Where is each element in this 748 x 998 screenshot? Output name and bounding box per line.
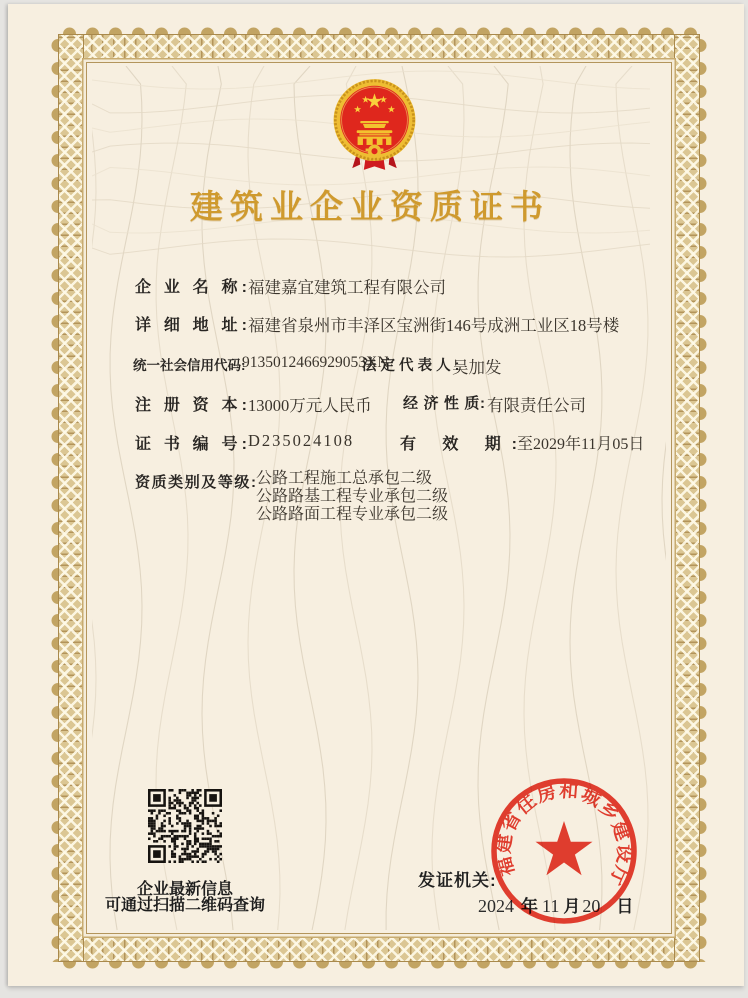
- qr-caption: [95, 882, 275, 913]
- national-emblem-icon: [330, 77, 419, 172]
- seal-text: 福建省住房和城乡建设厅: [493, 780, 635, 889]
- month-suffix: 月: [563, 897, 581, 916]
- credit-code-label: 统一社会信用代码:: [133, 358, 246, 373]
- qr-code-icon: [148, 789, 222, 863]
- row-qualifications: [0, 470, 748, 528]
- issue-month: 11: [542, 896, 560, 916]
- capital-value: 13000万元人民币: [248, 396, 372, 415]
- row-cert-number: [0, 431, 748, 453]
- enterprise-name-value: 福建嘉宜建筑工程有限公司: [248, 278, 446, 297]
- credit-code-value: 9135012466929053XN: [242, 354, 389, 371]
- qualification-item: 公路路基工程专业承包二级: [256, 488, 449, 505]
- issue-year: 2024: [478, 896, 514, 916]
- qualification-label: 资质类别及等级:: [135, 474, 256, 491]
- border-scallop-bottom: [58, 962, 700, 969]
- row-enterprise-name: [0, 274, 748, 296]
- day-suffix: 日: [616, 897, 634, 916]
- qr-caption-line2: 可通过扫描二维码查询: [104, 896, 265, 914]
- issuer-label: 发证机关:: [418, 871, 497, 890]
- legal-rep-value: 吴加发: [452, 358, 502, 377]
- official-seal-icon: [487, 774, 641, 928]
- validity-label: 有 效 期:: [400, 436, 517, 453]
- qr-caption-line1: 企业最新信息: [136, 881, 233, 898]
- qualification-item: 公路工程施工总承包二级: [256, 470, 433, 487]
- legal-rep-label: 法 定 代 表 人 :: [362, 358, 460, 374]
- row-credit-code: [0, 354, 748, 376]
- cert-number-label: 证 书 编 号:: [135, 436, 247, 453]
- certificate-title: 建筑业企业资质证书: [190, 188, 550, 225]
- enterprise-name-label: 企 业 名 称:: [135, 279, 247, 296]
- row-address: [0, 312, 748, 334]
- border-scallop-top: [58, 27, 700, 34]
- qualification-item: 公路路面工程专业承包二级: [256, 506, 449, 523]
- address-label: 详 细 地 址:: [135, 317, 247, 334]
- validity-value: 至2029年11月05日: [517, 436, 645, 453]
- address-value: 福建省泉州市丰泽区宝洲街146号成洲工业区18号楼: [248, 316, 620, 335]
- year-suffix: 年: [521, 897, 538, 916]
- cert-number-value: D235024108: [248, 431, 355, 450]
- row-capital: [0, 392, 748, 414]
- economic-type-value: 有限责任公司: [487, 396, 586, 415]
- capital-label: 注 册 资 本:: [135, 397, 247, 414]
- issue-day: 20: [582, 896, 601, 916]
- economic-type-label: 经 济 性 质:: [403, 395, 485, 412]
